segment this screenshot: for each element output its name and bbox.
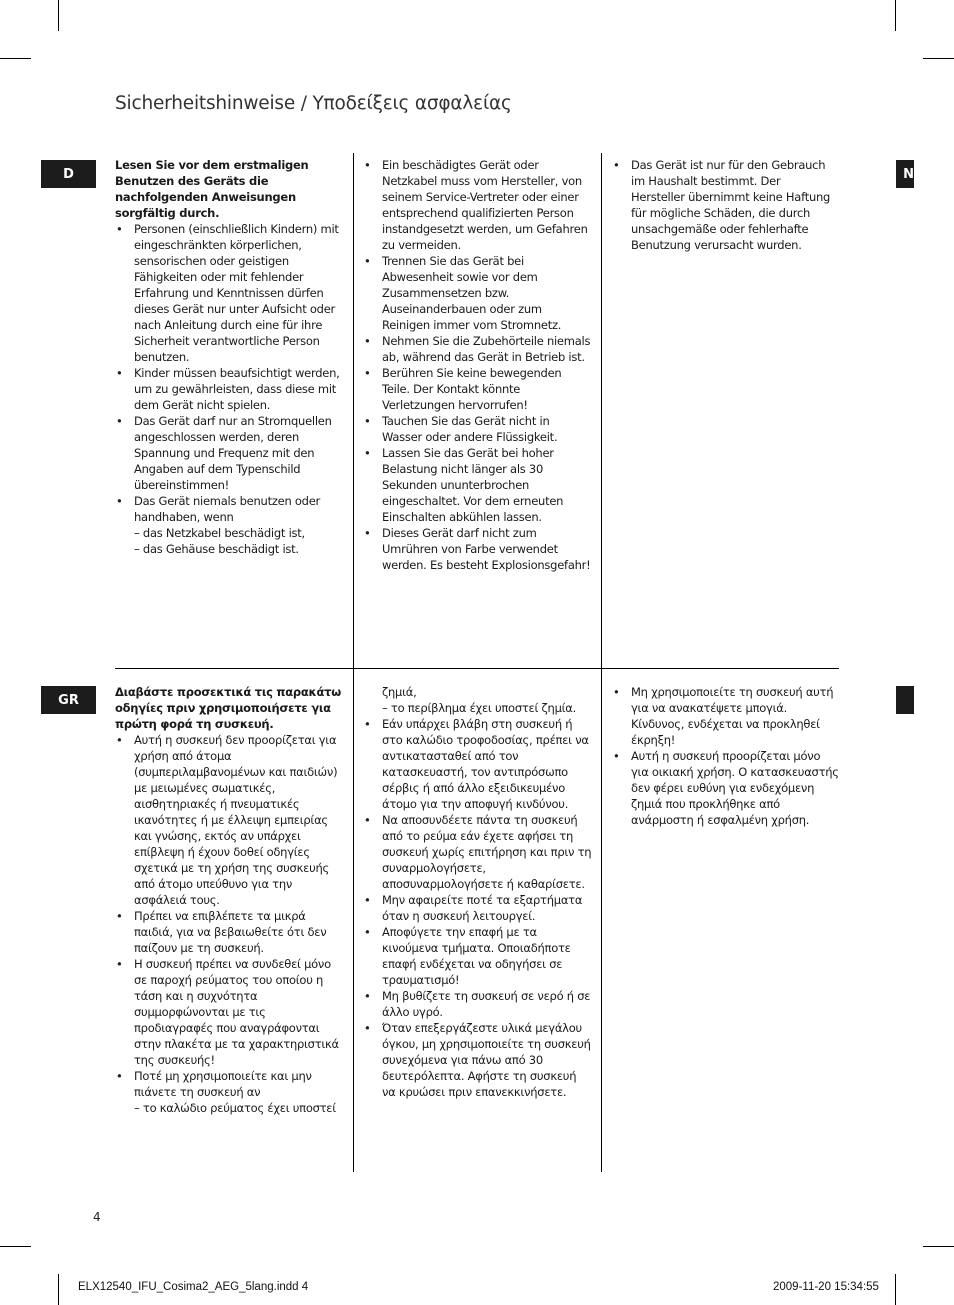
- page-title: Sicherheitshinweise / Υποδείξεις ασφαλείας: [115, 93, 512, 114]
- bullet-icon: •: [364, 254, 371, 268]
- bullet-icon: •: [364, 366, 371, 380]
- bullet-item: [612, 748, 840, 828]
- bullet-text: Αυτή η συσκευή δεν προορίζεται για χρήση από άτομα (συμπεριλαμβανομένων και παιδιών) με μειωμένες σωματικές, αισθητηριακές ή πνευματικές ικανότητες ή με έλλειψη εμπειρίας και γνώσης, εκτός αν υπάρχει επίβλεψη ή έχουν δοθεί οδηγίες σχετικά με τη χρήση της συσκευής από άτομο υπεύθυνο για την ασφάλειά τους.: [134, 733, 338, 907]
- column-divider: [601, 669, 602, 1172]
- bullet-subitem: – das Gehäuse beschädigt ist.: [134, 542, 299, 556]
- bullet-item: [363, 253, 592, 333]
- bullet-item: [115, 493, 341, 557]
- bullet-text: Lassen Sie das Gerät bei hoher Belastung nicht länger als 30 Sekunden ununterbrochen eingeschaltet. Vor dem erneuten Einschalten abkühlen lassen.: [382, 446, 564, 524]
- bullet-text: Tauchen Sie das Gerät nicht in Wasser oder andere Flüssigkeit.: [382, 414, 558, 444]
- bullet-icon: •: [364, 334, 371, 348]
- bullet-text: Nehmen Sie die Zubehörteile niemals ab, während das Gerät in Betrieb ist.: [382, 334, 591, 364]
- bullet-item: [363, 525, 592, 573]
- bullet-text: Ein beschädigtes Gerät oder Netzkabel muss vom Hersteller, von seinem Service-Vertreter oder einer entsprechend qualifizierten Person instandgesetzt werden, um Gefahren zu vermeiden.: [382, 158, 588, 252]
- language-tab-d: D: [41, 160, 96, 188]
- gr-continued-line: ζημιά,: [382, 685, 417, 699]
- bullet-text: Εάν υπάρχει βλάβη στη συσκευή ή στο καλώδιο τροφοδοσίας, πρέπει να αντικατασταθεί από τον κατασκευαστή, τον αντιπρόσωπο σέρβις ή από άλλο εξειδικευμένο άτομο για την αποφυγή κινδύνου.: [382, 717, 589, 811]
- crop-mark: [895, 1274, 896, 1305]
- bullet-text: Μη βυθίζετε τη συσκευή σε νερό ή σε άλλο υγρό.: [382, 989, 591, 1019]
- bullet-text: Πρέπει να επιβλέπετε τα μικρά παιδιά, για να βεβαιωθείτε ότι δεν παίζουν με τη συσκευή.: [134, 909, 327, 955]
- bullet-text: Αποφύγετε την επαφή με τα κινούμενα τμήματα. Οποιαδήποτε επαφή ενδέχεται να οδηγήσει σε τραυματισμό!: [382, 925, 571, 987]
- bullet-text: Das Gerät darf nur an Stromquellen angeschlossen werden, deren Spannung und Frequenz mit den Angaben auf dem Typenschild übereinstimmen!: [134, 414, 332, 492]
- bullet-text: Μη χρησιμοποιείτε τη συσκευή αυτή για να ανακατέψετε μπογιά. Κίνδυνος, ενδέχεται να προκληθεί έκρηξη!: [631, 685, 834, 747]
- bullet-subitem: – το καλώδιο ρεύματος έχει υποστεί: [134, 1101, 336, 1115]
- de-column-1: [115, 157, 341, 557]
- language-tab-next-gr: [896, 686, 914, 714]
- bullet-text: Να αποσυνδέετε πάντα τη συσκευή από το ρεύμα εάν έχετε αφήσει τη συσκευή χωρίς επιτήρηση και πριν τη συναρμολογήσετε, αποσυναρμολογήσετε ή καθαρίσετε.: [382, 813, 592, 891]
- bullet-icon: •: [364, 526, 371, 540]
- column-divider: [601, 153, 602, 668]
- bullet-text: Η συσκευή πρέπει να συνδεθεί μόνο σε παροχή ρεύματος του οποίου η τάση και η συχνότητα συμμορφώνονται με τις προδιαγραφές που αναγράφονται στην πλακέτα με τα χαρακτηριστικά της συσκευής!: [134, 957, 339, 1067]
- de-column-2: [363, 157, 592, 573]
- bullet-icon: •: [116, 494, 123, 508]
- de-col3-list: [612, 157, 837, 253]
- bullet-item: [115, 1068, 343, 1116]
- bullet-item: [363, 812, 592, 892]
- bullet-item: [363, 988, 592, 1020]
- bullet-item: [612, 684, 840, 748]
- bullet-icon: •: [364, 989, 371, 1003]
- language-tab-gr: GR: [41, 686, 96, 714]
- bullet-text: Das Gerät niemals benutzen oder handhaben, wenn: [134, 494, 321, 524]
- bullet-item: [115, 413, 341, 493]
- de-col2-list: [363, 157, 592, 573]
- page-number: 4: [93, 1210, 101, 1224]
- gr-col2-list: [363, 716, 592, 1100]
- crop-mark: [0, 1246, 31, 1247]
- bullet-item: [363, 1020, 592, 1100]
- bullet-subitem: – das Netzkabel beschädigt ist,: [134, 526, 305, 540]
- bullet-icon: •: [364, 158, 371, 172]
- bullet-icon: •: [116, 909, 123, 923]
- bullet-item: [115, 221, 341, 365]
- de-column-3: [612, 157, 837, 253]
- slug-timestamp: 2009-11-20 15:34:55: [773, 1281, 879, 1293]
- bullet-item: [363, 333, 592, 365]
- bullet-item: [363, 892, 592, 924]
- crop-mark: [923, 58, 954, 59]
- de-col1-list: [115, 221, 341, 557]
- bullet-icon: •: [116, 957, 123, 971]
- section-divider: [115, 668, 839, 669]
- bullet-icon: •: [116, 733, 123, 747]
- bullet-icon: •: [364, 717, 371, 731]
- bullet-item: [363, 924, 592, 988]
- bullet-item: [363, 365, 592, 413]
- column-divider: [353, 669, 354, 1172]
- bullet-text: Personen (einschließlich Kindern) mit eingeschränkten körperlichen, sensorischen oder geistigen Fähigkeiten oder mit fehlender Erfahrung und Kenntnissen dürfen dieses Gerät nur unter Aufsicht oder nach Anleitung durch eine für ihre Sicherheit verantwortliche Person benutzen.: [134, 222, 339, 364]
- bullet-item: [363, 445, 592, 525]
- bullet-text: Das Gerät ist nur für den Gebrauch im Haushalt bestimmt. Der Hersteller übernimmt keine Haftung für mögliche Schäden, die durch unsachgemäße oder fehlerhafte Benutzung verursacht wurden.: [631, 158, 831, 252]
- bullet-icon: •: [613, 749, 620, 763]
- bullet-icon: •: [364, 813, 371, 827]
- bullet-item: [363, 413, 592, 445]
- bullet-item: [115, 908, 343, 956]
- bullet-text: Dieses Gerät darf nicht zum Umrühren von Farbe verwendet werden. Es besteht Explosionsgefahr!: [382, 526, 591, 572]
- bullet-icon: •: [364, 414, 371, 428]
- bullet-item: [363, 716, 592, 812]
- bullet-text: Όταν επεξεργάζεστε υλικά μεγάλου όγκου, μη χρησιμοποιείτε τη συσκευή συνεχόμενα για πάνω από 30 δευτερόλεπτα. Αφήστε τη συσκευή να κρυώσει πριν επανεκκινήσετε.: [382, 1021, 591, 1099]
- crop-mark: [895, 0, 896, 31]
- bullet-item: [612, 157, 837, 253]
- bullet-text: Kinder müssen beaufsichtigt werden, um zu gewährleisten, dass diese mit dem Gerät nicht spielen.: [134, 366, 340, 412]
- bullet-icon: •: [364, 925, 371, 939]
- bullet-icon: •: [116, 414, 123, 428]
- slug-file-info: ELX12540_IFU_Cosima2_AEG_5lang.indd 4: [78, 1281, 309, 1293]
- bullet-text: Berühren Sie keine bewegenden Teile. Der Kontakt könnte Verletzungen hervorrufen!: [382, 366, 562, 412]
- bullet-text: Trennen Sie das Gerät bei Abwesenheit sowie vor dem Zusammensetzen bzw. Auseinanderbauen oder zum Reinigen immer vom Stromnetz.: [382, 254, 562, 332]
- de-intro: Lesen Sie vor dem erstmaligen Benutzen des Geräts die nachfolgenden Anweisungen sorgfältig durch.: [115, 158, 309, 220]
- column-divider: [353, 153, 354, 668]
- gr-column-1: [115, 684, 343, 1116]
- bullet-text: Μην αφαιρείτε ποτέ τα εξαρτήματα όταν η συσκευή λειτουργεί.: [382, 893, 583, 923]
- bullet-icon: •: [116, 1069, 123, 1083]
- bullet-item: [115, 956, 343, 1068]
- bullet-text: Αυτή η συσκευή προορίζεται μόνο για οικιακή χρήση. Ο κατασκευαστής δεν φέρει ευθύνη για ενδεχόμενη ζημιά που προκλήθηκε από ανάρμοστη ή εσφαλμένη χρήση.: [631, 749, 839, 827]
- bullet-item: [363, 157, 592, 253]
- gr-column-3: [612, 684, 840, 828]
- bullet-icon: •: [613, 158, 620, 172]
- gr-intro: Διαβάστε προσεκτικά τις παρακάτω οδηγίες πριν χρησιμοποιήσετε για πρώτη φορά τη συσκευή.: [115, 685, 341, 731]
- gr-column-2: [363, 684, 592, 1100]
- bullet-icon: •: [116, 366, 123, 380]
- crop-mark: [923, 1246, 954, 1247]
- crop-mark: [58, 0, 59, 31]
- bullet-icon: •: [613, 685, 620, 699]
- bullet-text: Ποτέ μη χρησιμοποιείτε και μην πιάνετε τη συσκευή αν: [134, 1069, 312, 1099]
- gr-col1-list: [115, 732, 343, 1116]
- language-tab-next: N: [896, 160, 914, 188]
- bullet-icon: •: [364, 446, 371, 460]
- bullet-item: [115, 732, 343, 908]
- crop-mark: [58, 1274, 59, 1305]
- crop-mark: [0, 58, 31, 59]
- bullet-item: [115, 365, 341, 413]
- bullet-icon: •: [116, 222, 123, 236]
- gr-continued-line: – το περίβλημα έχει υποστεί ζημία.: [382, 701, 577, 715]
- bullet-icon: •: [364, 1021, 371, 1035]
- bullet-icon: •: [364, 893, 371, 907]
- gr-col3-list: [612, 684, 840, 828]
